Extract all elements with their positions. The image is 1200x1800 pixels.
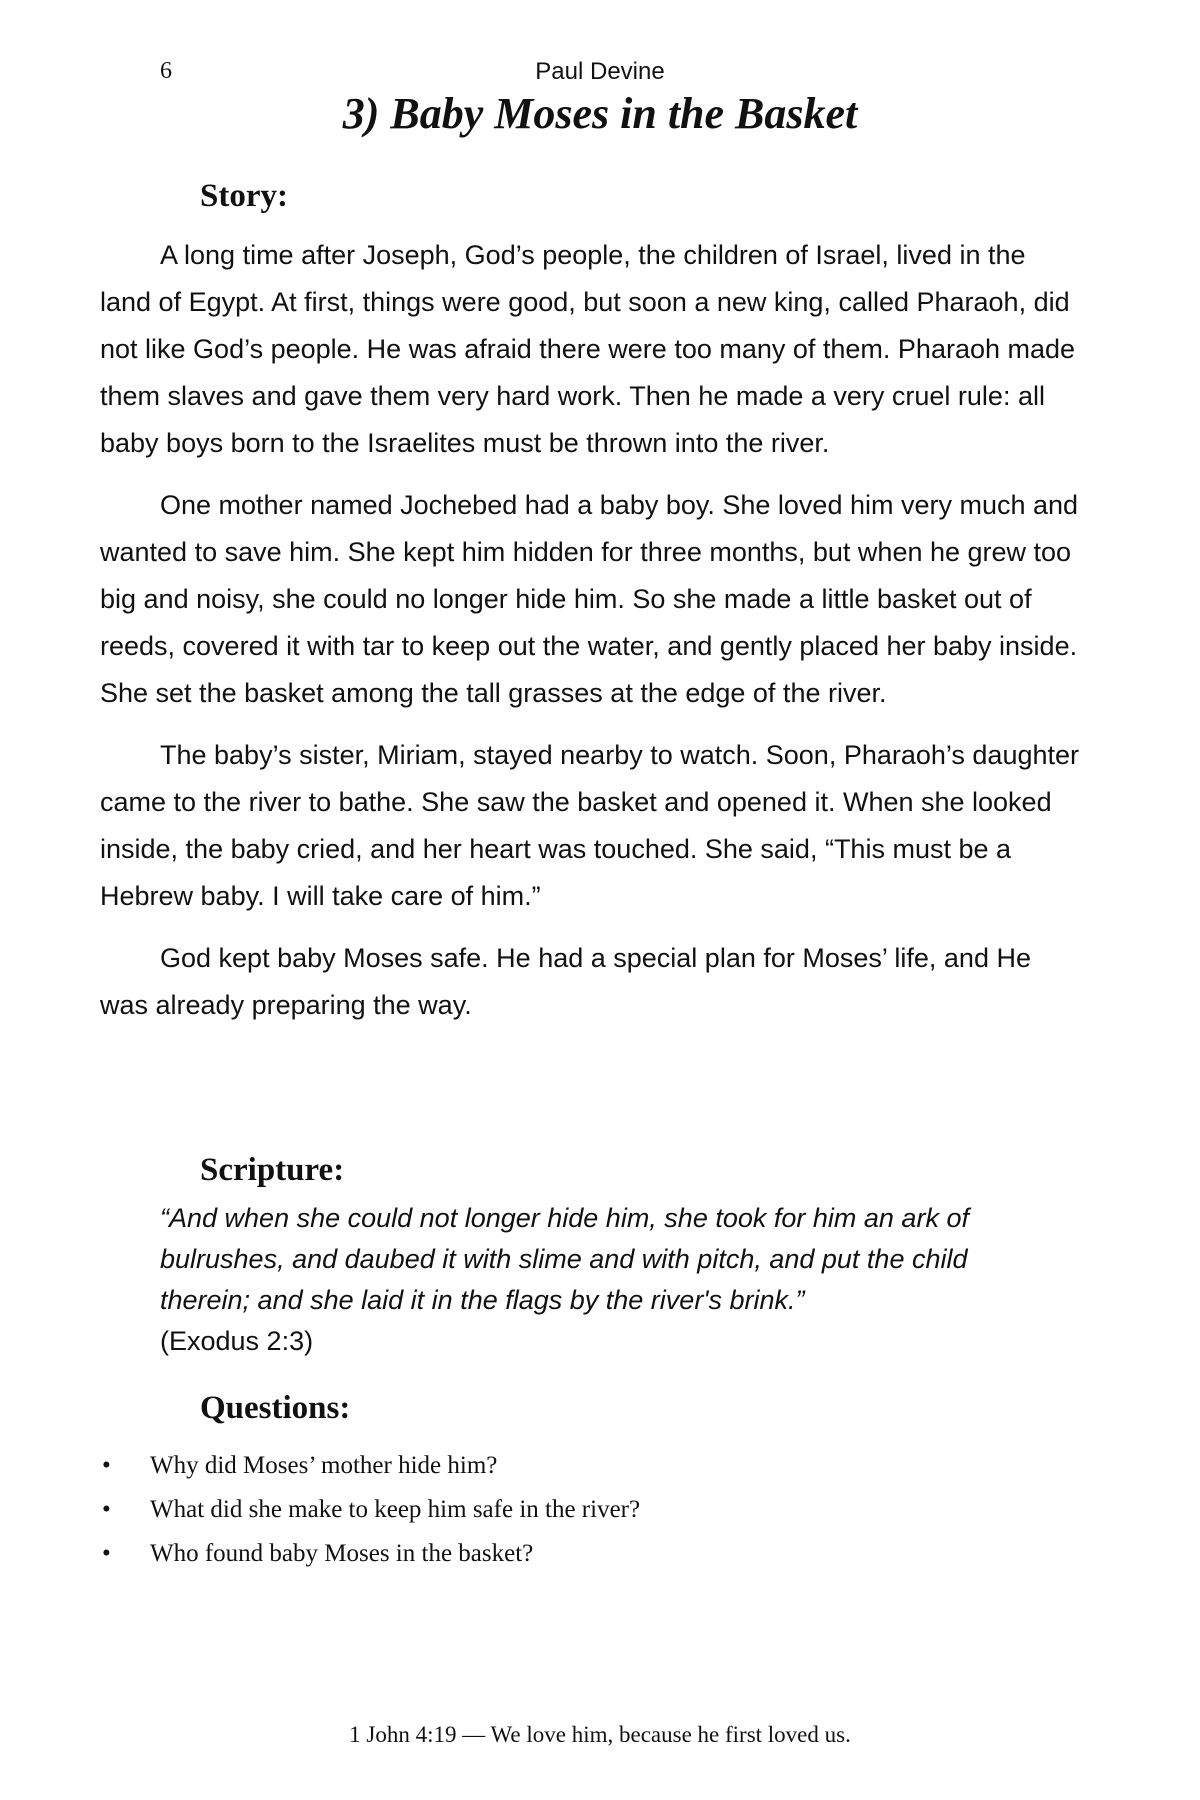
running-head-author: Paul Devine xyxy=(535,58,665,85)
question-item xyxy=(100,1444,1000,1488)
scripture-reference: (Exodus 2:3) xyxy=(160,1326,314,1356)
story-paragraph: One mother named Jochebed had a baby boy. She loved him very much and wanted to save him. She kept him hidden for three months, but when he grew too big and noisy, she could no longer hide him. So she made a little basket out of reeds, covered it with tar to keep out the water, and gently placed her baby inside. She set the basket among the tall grasses at the edge of the river. xyxy=(100,490,1079,708)
bullet-icon: • xyxy=(102,1452,111,1479)
story-paragraph: A long time after Joseph, God’s people, the children of Israel, lived in the land of Egypt. At first, things were good, but soon a new king, called Pharaoh, did not like God’s people. He was afraid there were too many of them. Pharaoh made them slaves and gave them very hard work. Then he made a very cruel rule: all baby boys born to the Israelites must be thrown into the river. xyxy=(100,240,1076,458)
question-item xyxy=(100,1532,1000,1576)
question-text: Why did Moses’ mother hide him? xyxy=(150,1452,498,1479)
question-text: What did she make to keep him safe in the river? xyxy=(150,1496,641,1523)
chapter-title: 3) Baby Moses in the Basket xyxy=(342,89,858,138)
questions-heading: Questions: xyxy=(200,1390,351,1426)
story-body xyxy=(100,232,1080,1044)
question-text: Who found baby Moses in the basket? xyxy=(150,1540,534,1567)
footer-verse: 1 John 4:19 — We love him, because he first loved us. xyxy=(349,1722,851,1747)
story-paragraph: The baby’s sister, Miriam, stayed nearby to watch. Soon, Pharaoh’s daughter came to the river to bathe. She saw the basket and opened it. When she looked inside, the baby cried, and her heart was touched. She said, “This must be a Hebrew baby. I will take care of him.” xyxy=(100,740,1080,911)
question-item xyxy=(100,1488,1000,1532)
story-paragraph: God kept baby Moses safe. He had a special plan for Moses’ life, and He was already preparing the way. xyxy=(100,943,1031,1020)
scripture-heading: Scripture: xyxy=(200,1152,345,1188)
story-heading: Story: xyxy=(200,178,288,214)
bullet-icon: • xyxy=(102,1496,111,1523)
bullet-icon: • xyxy=(102,1540,111,1567)
scripture-quote: “And when she could not longer hide him, she took for him an ark of bulrushes, and daubed it with slime and with pitch, and put the child therein; and she laid it in the flags by the river's brink.” xyxy=(160,1203,969,1315)
questions-list xyxy=(100,1444,1000,1576)
page-number: 6 xyxy=(160,58,172,84)
scripture-block xyxy=(160,1198,1060,1362)
